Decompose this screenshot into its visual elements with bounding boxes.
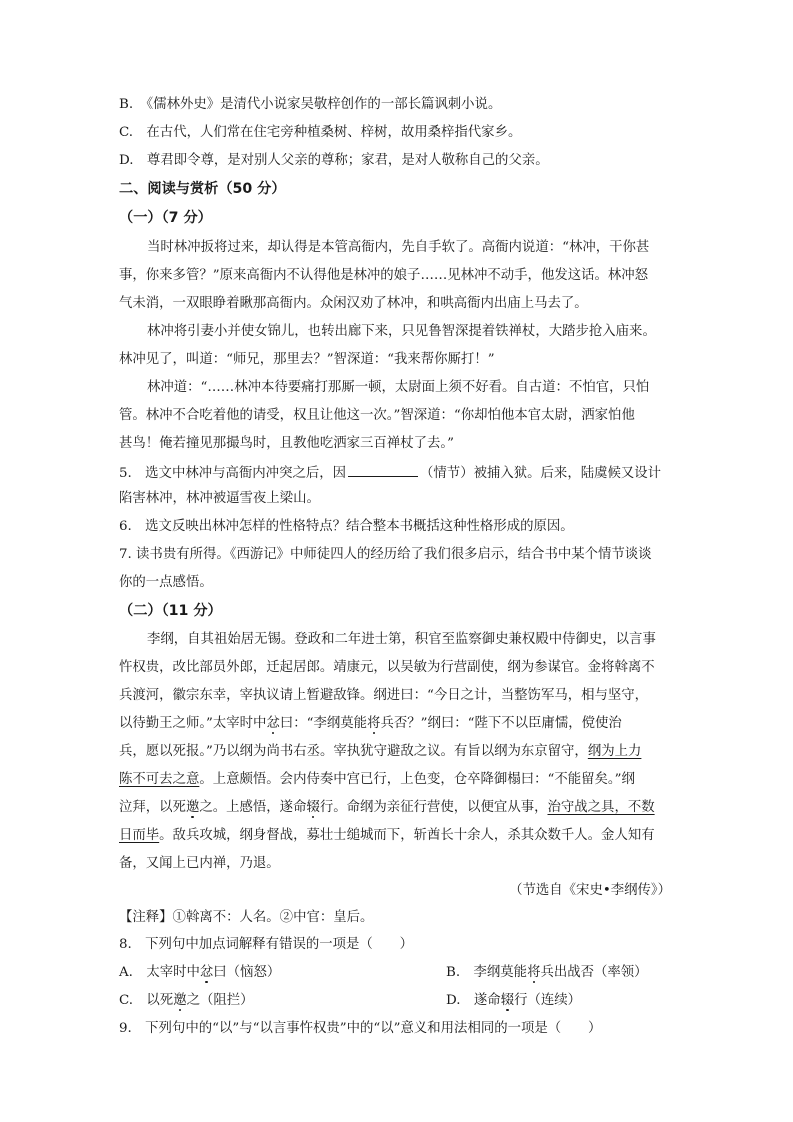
text-run: 以待勤王之师。”太宰时中 xyxy=(119,716,267,731)
question-8-option-b[interactable] xyxy=(446,964,648,982)
passage2-line xyxy=(119,715,622,733)
option-c: C. 在古代，人们常在住宅旁种植桑树、梓树，故用桑梓指代家乡。 xyxy=(119,125,522,140)
text-run: 泣拜，以死 xyxy=(119,800,186,815)
question-5 xyxy=(119,462,661,480)
passage1-line: 气未消，一双眼睁着瞅那高衙内。众闲汉劝了林冲，和哄高衙内出庙上马去了。 xyxy=(119,296,588,311)
passage2-line: 兵渡河，徽宗东幸，宰执议请上暂避敌锋。纲进曰：“今日之计，当整饬军马，相与坚守， xyxy=(119,688,649,703)
underlined-sentence: 陈不可去之意 xyxy=(119,772,200,787)
question-9: 9. 下列句中的“以”与“以言事忤权贵”中的“以”意义和用法相同的一项是（ ） xyxy=(119,1021,602,1036)
passage1-line: 林冲将引妻小并使女锦儿，也转出廊下来，只见鲁智深提着铁禅杖，大踏步抢入庙来。 xyxy=(147,324,656,339)
text-run: 行（连续） xyxy=(514,993,582,1008)
dotted-word: 邀 xyxy=(185,800,200,815)
question-8-option-d[interactable] xyxy=(446,992,581,1010)
section-heading: 二、阅读与赏析（50 分） xyxy=(119,181,286,197)
text-run: 。敌兵攻城，纲身督战，募壮士缒城而下，斩酋长十余人，杀其众数千人。金人知有 xyxy=(159,828,655,843)
question-5-text-a: 5. 选文中林冲与高衙内冲突之后，因 xyxy=(119,466,347,481)
text-run: 兵，愿以死报。”乃以纲为尚书右丞。宰执犹守避敌之议。有旨以纲为东京留守， xyxy=(119,744,588,759)
passage1-line: 管。林冲不合吃着他的请受，权且让他这一次。”智深道：“你却怕他本官太尉，洒家怕他 xyxy=(119,408,635,423)
dotted-word: 辍 xyxy=(500,993,515,1008)
text-run: B. 李纲莫能 xyxy=(446,965,528,980)
text-run: 行。命纲为亲征行营使，以便宜从事， xyxy=(319,800,548,815)
question-7: 7. 读书贵有所得。《西游记》中师徒四人的经历给了我们很多启示，结合书中某个情节谈谈 xyxy=(119,547,652,562)
passage2-line xyxy=(119,799,655,817)
answer-blank[interactable] xyxy=(348,462,418,477)
text-run: 兵出战否（率领） xyxy=(540,965,648,980)
passage2-line: 忤权贵，改比部员外郎，迁起居郎。靖康元，以吴敏为行营副使，纲为参谋官。金将斡离不 xyxy=(119,660,655,675)
dotted-word: 将 xyxy=(367,716,381,731)
dotted-word: 邀 xyxy=(173,993,187,1008)
dotted-word: 忿 xyxy=(266,716,280,731)
question-8: 8. 下列句中加点词解释有错误的一项是（ ） xyxy=(119,937,413,952)
dotted-word: 将 xyxy=(527,965,541,980)
passage1-line: 当时林冲扳将过来，却认得是本管高衙内，先自手软了。高衙内说道：“林冲，干你甚 xyxy=(147,240,650,255)
passage1-line: 林冲道：“……林冲本待要痛打那厮一顿，太尉面上须不好看。自古道：不怕官，只怕 xyxy=(147,380,650,395)
annotation-note: 【注释】①斡离不：人名。②中官：皇后。 xyxy=(119,910,374,925)
text-run: 之（阻拦） xyxy=(186,993,254,1008)
passage2-line xyxy=(119,771,635,789)
underlined-sentence: 日而毕 xyxy=(119,828,160,843)
question-5-cont: 陷害林冲，林冲被逼雪夜上梁山。 xyxy=(119,491,320,506)
part2-heading: （二）（11 分） xyxy=(119,603,222,619)
text-run: C. 以死 xyxy=(119,993,174,1008)
passage2-line xyxy=(119,743,641,761)
option-d: D. 尊君即令尊，是对别人父亲的尊称；家君，是对人敬称自己的父亲。 xyxy=(119,153,549,168)
option-b: B. 《儒林外史》是清代小说家吴敬梓创作的一部长篇讽刺小说。 xyxy=(119,97,502,112)
question-8-option-c[interactable] xyxy=(119,992,254,1010)
text-run: D. 遂命 xyxy=(446,993,501,1008)
text-run: 曰：“李纲莫能 xyxy=(279,716,368,731)
passage2-line: 李纲，自其祖始居无锡。登政和二年进士第，积官至监察御史兼权殿中侍御史，以言事 xyxy=(147,632,656,647)
source-citation: （节选自《宋史•李纲传》） xyxy=(509,883,671,898)
underlined-sentence: 治守战之具，不数 xyxy=(547,800,655,815)
passage1-line: 林冲见了，叫道：“师兄，那里去？”智深道：“我来帮你厮打！” xyxy=(119,352,495,367)
passage1-line: 甚鸟！俺若撞见那撮鸟时，且教他吃洒家三百禅杖了去。” xyxy=(119,436,454,451)
passage2-line: 备，又闻上已内禅，乃退。 xyxy=(119,856,280,871)
part1-heading: （一）（7 分） xyxy=(119,210,212,226)
text-run: 曰（恼怒） xyxy=(213,965,281,980)
question-8-option-a[interactable] xyxy=(119,964,280,982)
underlined-sentence: 纲为上力 xyxy=(587,744,642,759)
dotted-word: 忿 xyxy=(199,965,214,980)
text-run: 之。上感悟，遂命 xyxy=(199,800,307,815)
text-run: 兵否？”纲曰：“陛下不以臣庸懦，傥使治 xyxy=(380,716,622,731)
text-run: A. 太宰时中 xyxy=(119,965,200,980)
dotted-word: 辍 xyxy=(306,800,320,815)
passage1-line: 事，你来多管？”原来高衙内不认得他是林冲的娘子……见林冲不动手，他发这话。林冲怒 xyxy=(119,268,649,283)
question-7-cont: 你的一点感悟。 xyxy=(119,575,213,590)
question-5-text-b: （情节）被捕入狱。后来，陆虞候又设计 xyxy=(420,466,662,481)
question-6: 6. 选文反映出林冲怎样的性格特点？结合整本书概括这种性格形成的原因。 xyxy=(119,519,574,534)
text-run: 。上意颇悟。会内侍奏中宫已行，上色变，仓卒降御榻曰：“不能留矣。”纲 xyxy=(199,772,635,787)
passage2-line xyxy=(119,827,655,845)
